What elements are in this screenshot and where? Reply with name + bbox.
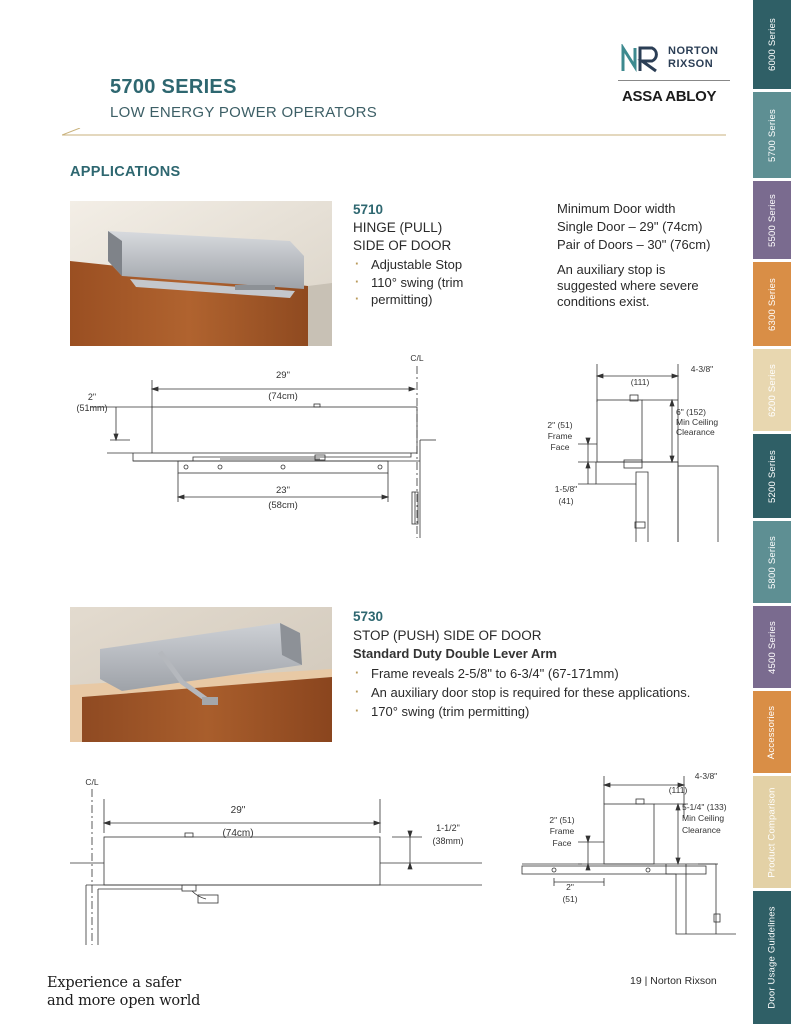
logo-line-1: NORTON [668,45,719,57]
logo-divider [618,80,730,81]
tab-door-usage-guidelines[interactable] [753,891,791,1024]
tab-label: 5800 Series [766,535,778,589]
tab-5800-series[interactable] [753,521,791,603]
tab-6300-series[interactable] [753,262,791,346]
model-5730: 5730 [353,609,384,624]
dim-width-in: 29" [276,370,290,381]
dim-depth-in: 4-3/8" [694,771,718,781]
dim-clear-2: Clearance [676,427,715,437]
single-door-width: Single Door – 29" (74cm) [557,219,703,234]
dim-depth-mm: (111) [668,785,688,795]
dim-offset-in: 2" [566,882,574,892]
tab-product-comparison[interactable] [753,776,791,888]
pair-doors-width: Pair of Doors – 30" (76cm) [557,237,711,252]
list-item: · Frame reveals 2-5/8" to 6-3/4" (67-171mm) [353,664,733,683]
aux-note-line: conditions exist. [557,294,650,309]
tab-label: 4500 Series [766,620,778,674]
dim-offset-mm: (41) [558,496,574,506]
assa-abloy-logo: ASSA ABLOY [622,88,717,105]
header-rule [62,128,726,136]
dim-frame-1: Frame [549,826,575,836]
tab-6200-series[interactable] [753,349,791,431]
cl-label: C/L [85,777,99,787]
tab-label: 5500 Series [766,193,778,247]
dim-width-cm: (74cm) [222,828,254,839]
footer-tagline [47,974,200,1010]
series-tab-bar [753,0,791,1024]
diagram-5730-side-view [518,768,738,948]
tab-label: 6300 Series [766,277,778,331]
tab-label: 5200 Series [766,449,778,503]
tab-label: Accessories [766,705,778,759]
dim-clear-1: Min Ceiling [676,417,719,427]
cl-label: C/L [410,353,424,363]
min-width-title: Minimum Door width [557,201,676,216]
dim-clear-in: 6" (152) [676,407,706,417]
model-5730-line2: Standard Duty Double Lever Arm [353,646,557,661]
dim-frame-2: Face [550,442,570,452]
norton-rixson-logo-icon [620,44,666,74]
tagline-line: and more open world [47,993,201,1009]
tab-6000-series[interactable] [753,0,791,89]
dim-drop-in: 2" [87,392,97,402]
dim-depth-mm: (111) [630,377,650,387]
tab-5700-series[interactable] [753,92,791,178]
aux-note-line: An auxiliary stop is [557,262,666,277]
aux-stop-note [557,262,699,310]
dim-drop-in: 1-1/2" [436,823,460,833]
dim-width-cm: (74cm) [268,391,298,402]
aux-note-line: suggested where severe [557,278,699,293]
model-5710-line1: HINGE (PULL) [353,220,443,235]
dim-clear-2: Clearance [682,825,721,835]
tab-label: 5700 Series [766,108,778,162]
list-item [353,291,503,309]
diagram-5710-front-view [70,352,440,538]
logo-wordmark [668,45,718,71]
model-5730-features [353,664,733,721]
dim-drop-mm: (51mm) [76,403,108,413]
tab-label: 6000 Series [766,18,778,71]
dim-clear-in: 5-1/4" (133) [682,802,727,812]
section-heading: APPLICATIONS [70,164,181,180]
model-5730-line1: STOP (PUSH) SIDE OF DOOR [353,628,542,643]
tab-5500-series[interactable] [753,181,791,259]
diagram-5710-side-view [538,362,738,542]
tagline-line: Experience a safer [47,975,182,991]
dim-offset-in: 1-5/8" [554,484,578,494]
page-title: 5700 SERIES [110,76,237,98]
tab-5200-series[interactable] [753,434,791,518]
dim-offset-mm: (51) [562,894,578,904]
dim-frame-2: Face [552,838,572,848]
dim-width-in: 29" [230,805,246,816]
dim-frame-1: Frame [547,431,573,441]
list-item: · 170° swing (trim permitting) [353,702,733,721]
list-item: · Adjustable Stop [353,256,503,274]
dim-clear-1: Min Ceiling [682,813,725,823]
list-item: · An auxiliary door stop is required for these applications. [353,683,733,702]
tab-label: Product Comparison [766,786,778,878]
dim-frame-in: 2" (51) [549,815,575,825]
list-item-continuation: permitting) [371,292,433,307]
dim-frame-in: 2" (51) [547,420,573,430]
tab-accessories[interactable] [753,691,791,773]
photo-5710-operator [70,201,332,346]
model-5710-features [353,256,503,309]
diagram-5730-front-view [62,775,482,945]
dim-depth-in: 4-3/8" [690,364,714,374]
tab-label: Door Usage Guidelines [766,906,778,1009]
tab-4500-series[interactable] [753,606,791,688]
page-subtitle: LOW ENERGY POWER OPERATORS [110,104,378,121]
dim-arm-cm: (58cm) [268,500,298,511]
model-5710-line2: SIDE OF DOOR [353,238,452,253]
dim-arm-in: 23" [276,485,290,496]
photo-5730-operator [70,607,332,742]
dim-drop-mm: (38mm) [432,836,464,846]
page-number: 19 | Norton Rixson [630,975,717,987]
list-item: · 110° swing (trim [353,274,503,292]
logo-line-2: RIXSON [668,58,714,70]
tab-label: 6200 Series [766,363,778,417]
model-5710: 5710 [353,202,384,217]
